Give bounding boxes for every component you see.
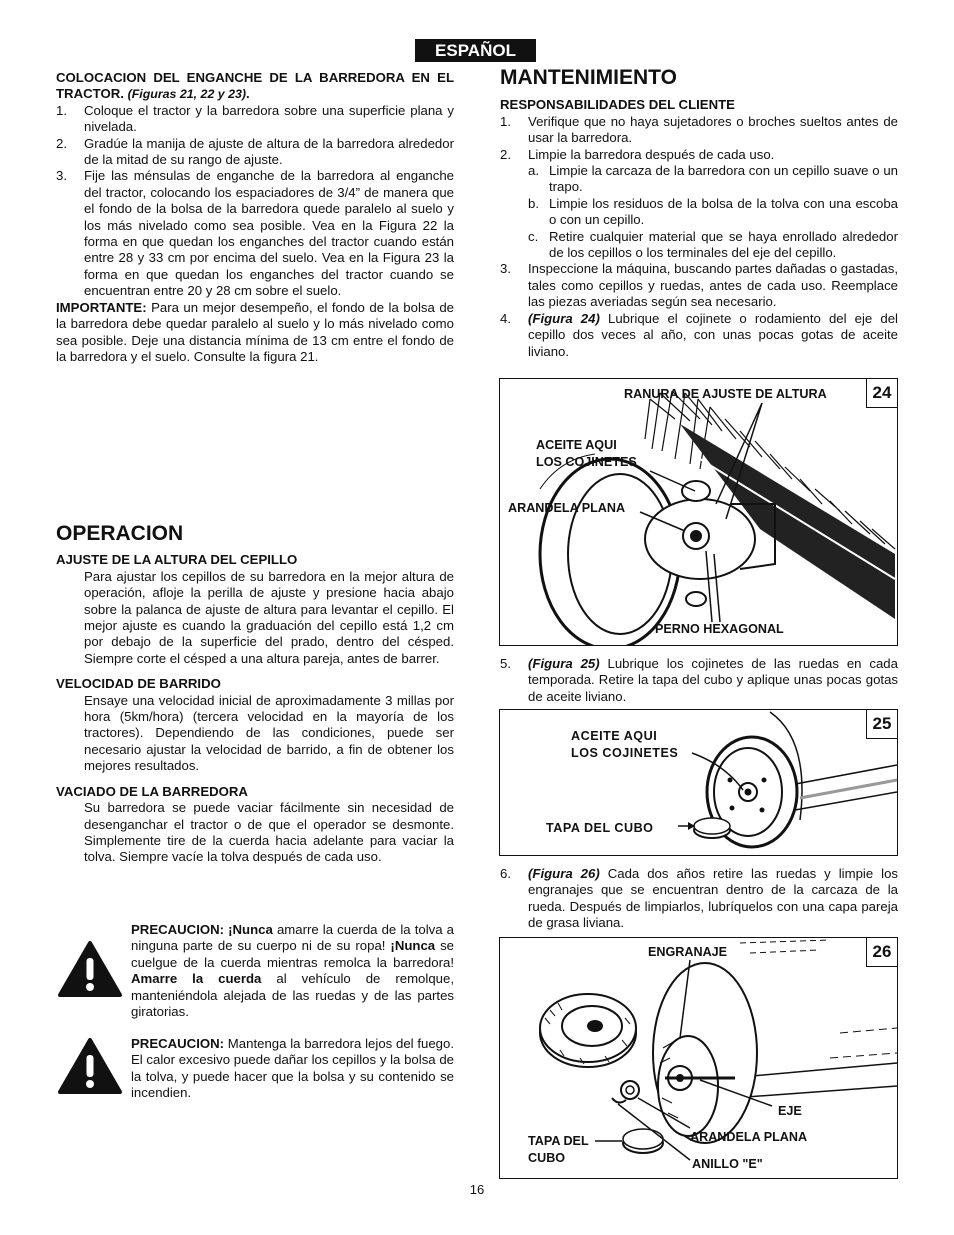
operation-section [56, 522, 454, 866]
hitch-title: COLOCACION DEL ENGANCHE DE LA BARREDORA EN EL TRACTOR. (Figuras 21, 22 y 23). [56, 70, 454, 102]
figure-number: 26 [866, 938, 897, 967]
label-gear: ENGRANAJE [648, 945, 728, 959]
empty-title: VACIADO DE LA BARREDORA [56, 783, 248, 799]
figure-number: 25 [866, 710, 897, 739]
brush-height-title: AJUSTE DE LA ALTURA DEL CEPILLO [56, 552, 298, 568]
list-item: 5. (Figura 25) Lubrique los cojinetes de las ruedas en cada temporada. Retire la tapa del cubo y aplique unas pocas gotas de aceite liviano. [500, 656, 898, 704]
label-hex-bolt: PERNO HEXAGONAL [655, 622, 784, 636]
figure-26 [499, 937, 898, 1179]
label-bearings: LOS COJINETES [571, 746, 679, 760]
list-item: 2. Gradúe la manija de ajuste de altura de la barredora alrededor de la mitad de su rango de ajuste. [56, 135, 454, 168]
list-item: 6. (Figura 26) Cada dos años retire las ruedas y limpie los engranajes que se encuentran dentro de la carcaza de la rueda. Después de limpiarlos, lubríquelos con una capa pareja de grasa liviana. [500, 866, 898, 931]
speed-title: VELOCIDAD DE BARRIDO [56, 676, 221, 692]
label-axle: EJE [778, 1104, 802, 1118]
maintenance-title: MANTENIMIENTO [500, 66, 677, 89]
list-item: 4. (Figura 24) Lubrique el cojinete o rodamiento del eje del cepillo dos veces al año, con unas pocas gotas de aceite liviano. [500, 310, 898, 359]
label-hub-cap: TAPA DEL CUBO [546, 821, 654, 835]
warning-icon [57, 1037, 123, 1095]
label-hub-cap-2: CUBO [528, 1151, 566, 1165]
page-number: 16 [469, 1182, 485, 1197]
list-item: 3. Fije las ménsulas de enganche de la barredora al enganche del tractor, colocando los espaciadores de 3/4” de manera que el fondo de la bolsa de la barredora quede paralelo al suelo y los más nivelado como sea posible. Vea en la Figura 22 la forma en que quedan los enganches del tractor cuando están entre 28 y 33 cm por encima del suelo. Vea en la Figura 23 la forma en que quedan los enganches del tractor cuando se encuentran entre 20 y 28 cm sobre el suelo. [56, 168, 454, 299]
responsibilities-title: RESPONSABILIDADES DEL CLIENTE [500, 97, 735, 113]
sub-list-item: c. Retire cualquier material que se haya enrollado alrededor de los cepillos o los terminales del eje del cepillo. [528, 228, 898, 261]
operation-title: OPERACION [56, 522, 184, 545]
list-item: 1. Coloque el tractor y la barredora sobre una superficie plana y nivelada. [56, 102, 454, 135]
warning-icon [57, 940, 123, 998]
label-e-ring: ANILLO "E" [692, 1157, 763, 1171]
hitch-section [56, 70, 454, 365]
label-flat-washer: ARANDELA PLANA [508, 501, 626, 515]
caution-fire: PRECAUCION: Mantenga la barredora lejos del fuego. El calor excesivo puede dañar los cepillos y la bolsa de la tolva, y puede hacer que la bolsa y su contenido se incendien. [131, 1036, 454, 1101]
label-oil-here: ACEITE AQUI [536, 438, 617, 452]
list-item: 1. Verifique que no haya sujetadores o broches sueltos antes de usar la barredora. [500, 113, 898, 146]
important-note: IMPORTANTE: Para un mejor desempeño, el fondo de la bolsa de la barredora debe quedar paralelo al suelo y lo más nivelado como sea posible. Deje una distancia mínima de 13 cm entre el fondo de la barredora y el suelo. Consulte la figura 21. [56, 299, 454, 364]
brush-height-text: Para ajustar los cepillos de su barredora en la mejor altura de operación, afloje la perilla de ajuste y presione hacia abajo sobre la palanca de ajuste de altura para levantar el cepillo. El mejor ajuste es cuando la graduación del cepillo está 1,2 cm por debajo de la superficie del prado, dentro del césped. Siempre corte el césped a una altura pareja, antes de barrer. [84, 568, 454, 666]
figure-25 [499, 709, 898, 856]
speed-text: Ensaye una velocidad inicial de aproximadamente 3 millas por hora (5km/hora) (tercera velocidad en la mayoría de los tractores). Dependiendo de las condiciones, puede ser necesario ajustar la velocidad de barrido, a fin de obtener los mejores resultados. [84, 692, 454, 774]
figure-number: 24 [866, 379, 897, 408]
language-badge: ESPAÑOL [415, 39, 536, 62]
sub-list-item: a. Limpie la carcaza de la barredora con un cepillo suave o un trapo. [528, 163, 898, 195]
label-oil-here: ACEITE AQUI [571, 729, 658, 743]
item-5 [500, 656, 898, 705]
caution-rope: PRECAUCION: ¡Nunca amarre la cuerda de la tolva a ninguna parte de su cuerpo ni de su ropa! ¡Nunca se cuelgue de la cuerda mientras remolca la barredora! Amarre la cuerda al vehículo de remolque, manteniéndola alejada de las ruedas y de las partes giratorias. [131, 922, 455, 1020]
maintenance-section [500, 66, 898, 360]
item-6 [500, 866, 898, 932]
list-item: 2. Limpie la barredora después de cada uso. [500, 146, 775, 162]
label-hub-cap: TAPA DEL [528, 1134, 589, 1148]
label-height-slot: RANURA DE AJUSTE DE ALTURA [624, 387, 827, 401]
label-flat-washer: ARANDELA PLANA [690, 1130, 808, 1144]
label-bearings: LOS COJINETES [536, 455, 637, 469]
empty-text: Su barredora se puede vaciar fácilmente sin necesidad de desenganchar el tractor o de que el operador se desmonte. Simplemente tire de la cuerda hacia adelante para vaciar la tolva. Siempre vacíe la tolva después de cada uso. [84, 800, 454, 865]
figure-24 [499, 378, 898, 646]
list-item: 3. Inspeccione la máquina, buscando partes dañadas o gastadas, tales como cepillos y ruedas, antes de cada uso. Reemplace las piezas averiadas según sea necesario. [500, 261, 898, 310]
sub-list-item: b. Limpie los residuos de la bolsa de la tolva con una escoba o con un cepillo. [528, 195, 898, 228]
